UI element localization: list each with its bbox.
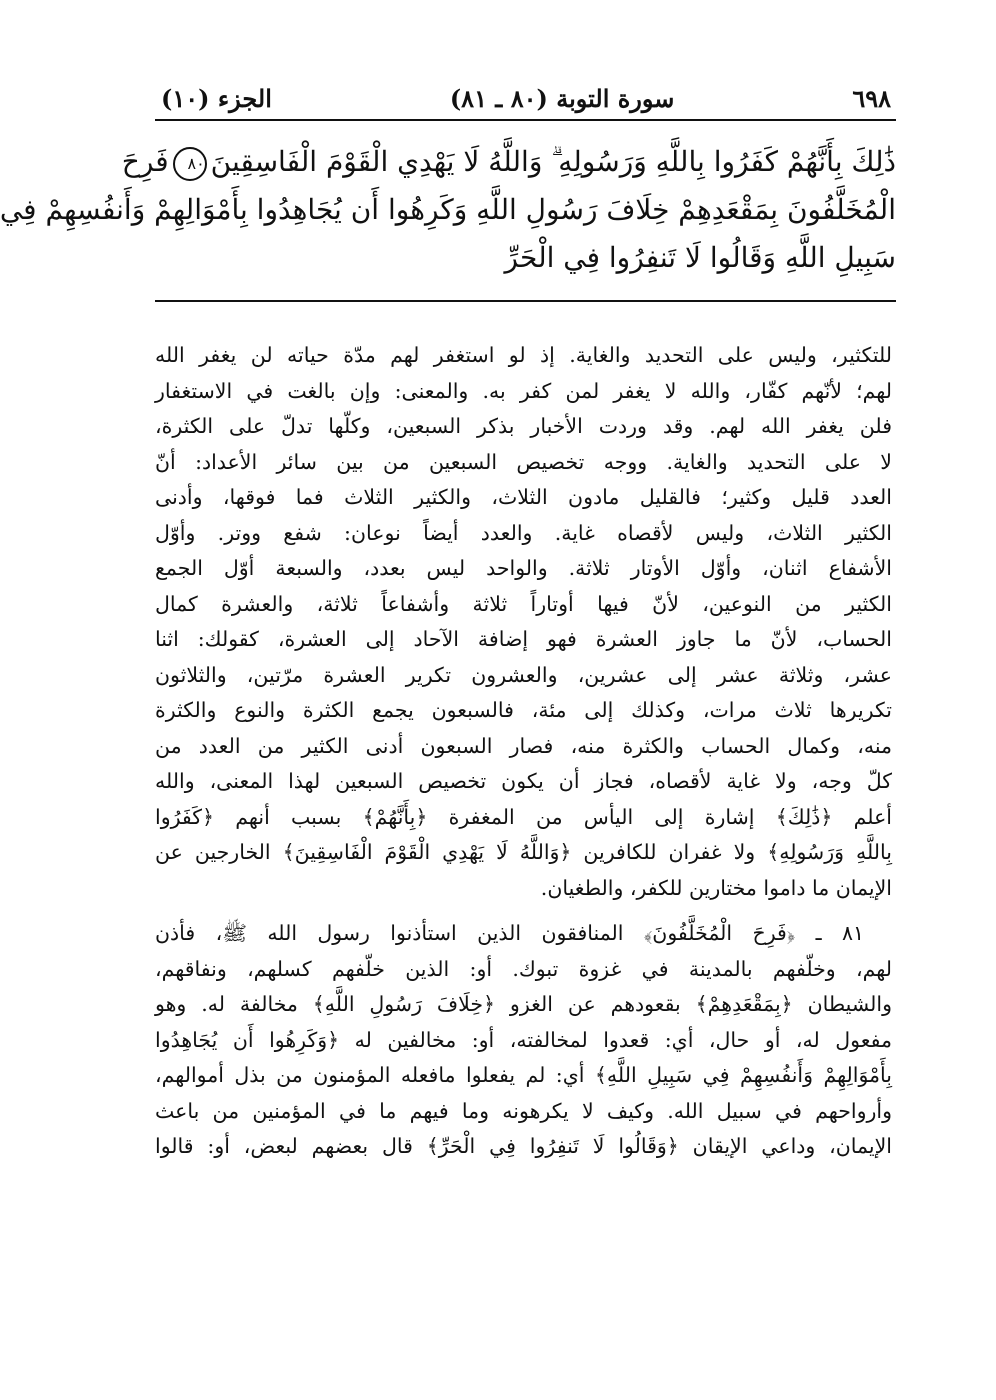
text-line: بِاللَّهِ وَرَسُولِهِ﴾ ولا غفران للكافرين ﴿وَاللَّهُ لَا يَهْدِي الْقَوْمَ الْفَاسِقِينَ﴾ الخارجين عن <box>155 840 892 864</box>
text-line: تكريرها ثلاث مرات، وكذلك إلى مئة، فالسبعون يجمع الكثرة والنوع والكثرة <box>155 698 892 722</box>
verse-text-continued: فَرِحَ <box>121 145 169 178</box>
verse-line-1 <box>121 138 896 186</box>
text-line: لهم؛ لأنّهم كفّار، والله لا يغفر لمن كفر به. والمعنى: وإن بالغت في الاستغفار <box>155 378 892 403</box>
verse-line-2: الْمُخَلَّفُونَ بِمَقْعَدِهِمْ خِلَافَ رَسُولِ اللَّهِ وَكَرِهُوا أَن يُجَاهِدُوا بِأَمْوَالِهِمْ وَأَنفُسِهِمْ فِي <box>0 193 896 226</box>
text-line: عشر، وثلاثة عشر إلى عشرين، والعشرون تكرير العشرة مرّتين، والثلاثون <box>155 662 892 687</box>
quran-verse-block <box>0 138 896 282</box>
text-line: الكثير الثلاث، وليس لأقصاه غاية. والعدد أيضاً نوعان: شفع ووتر. وأوّل <box>155 520 892 545</box>
verse-text: ذَٰلِكَ بِأَنَّهُمْ كَفَرُوا بِاللَّهِ وَرَسُولِهِ ۗ وَاللَّهُ لَا يَهْدِي الْقَوْمَ الْفَاسِقِينَ <box>210 145 896 178</box>
page-header <box>161 78 891 118</box>
commentary-body <box>155 338 892 1165</box>
text-line: الحساب، لأنّ ما جاوز العشرة فهو إضافة الآحاد إلى العشرة، كقولك: اثنا <box>155 627 892 651</box>
verse-separator-rule <box>155 300 896 302</box>
text-line: مفعول له، أو حال، أي: قعدوا لمخالفته، أو: مخالفين له ﴿وَكَرِهُوا أَن يُجَاهِدُوا <box>155 1027 892 1052</box>
ayah-number-marker: ٨٠ <box>173 147 207 181</box>
header-rule <box>155 119 896 121</box>
surah-title: سورة التوبة (٨٠ ـ ٨١) <box>449 83 675 113</box>
text-line: الأشفاع اثنان، وأوّل الأوتار ثلاثة. والواحد ليس بعدد، والسبعة أوّل الجمع <box>155 556 892 580</box>
text-line: فلن يغفر الله لهم. وقد وردت الأخبار بذكر السبعين، وكلّها تدلّ على الكثرة، <box>155 414 892 438</box>
text-line: الكثير من النوعين، لأنّ فيها أوتاراً ثلاثة وأشفاعاً ثلاثة، والعشرة كمال <box>155 591 892 616</box>
commentary-paragraph-2 <box>155 916 892 1165</box>
text-line: منه، وكمال الحساب والكثرة منه، فصار السبعون أدنى الكثير من العدد من <box>155 733 892 758</box>
text-line: الإيمان ما داموا مختارين للكفر، والطغيان. <box>540 875 892 900</box>
commentary-paragraph-1 <box>155 338 892 906</box>
text-line: وأرواحهم في سبيل الله. وكيف لا يكرهونه وما فيهم ما في المؤمنين من باعث <box>155 1098 892 1123</box>
verse-line-3: سَبِيلِ اللَّهِ وَقَالُوا لَا تَنفِرُوا فِي الْحَرِّ <box>504 241 896 274</box>
text-line: أعلم ﴿ذَٰلِكَ﴾ إشارة إلى اليأس من المغفرة ﴿بِأَنَّهُمْ﴾ بسبب أنهم ﴿كَفَرُوا <box>155 804 892 829</box>
text-line: للتكثير، وليس على التحديد والغاية. إذ لو استغفر لهم مدّة حياته لن يغفر الله <box>155 343 892 367</box>
juz-label: الجزء (١٠) <box>161 83 272 113</box>
text-line: لا على التحديد والغاية. ووجه تخصيص السبعين من بين سائر الأعداد: أنّ <box>155 449 892 474</box>
text-line: العدد قليل وكثير؛ فالقليل مادون الثلاث، والكثير الثلاث فما فوقها، وأدنى <box>155 485 892 509</box>
page-number: ٦٩٨ <box>852 83 891 113</box>
text-line: والشيطان ﴿بِمَقْعَدِهِمْ﴾ بقعودهم عن الغزو ﴿خِلَافَ رَسُولِ اللَّهِ﴾ مخالفة له. وهو <box>155 992 892 1016</box>
text-line: ٨١ ـ ﴿فَرِحَ الْمُخَلَّفُونَ﴾ المنافقون الذين استأذنوا رسول الله ﷺ، فأذن <box>155 921 864 945</box>
text-line: كلّ وجه، ولا غاية لأقصاه، فجاز أن يكون تخصيص السبعين لهذا المعنى، والله <box>155 769 892 793</box>
text-line: الإيمان، وداعي الإيقان ﴿وَقَالُوا لَا تَنفِرُوا فِي الْحَرِّ﴾ قال بعضهم لبعض، أو: قالوا <box>155 1134 892 1158</box>
text-line: بِأَمْوَالِهِمْ وَأَنفُسِهِمْ فِي سَبِيلِ اللَّهِ﴾ أي: لم يفعلوا مافعله المؤمنون من بذل أموالهم، <box>155 1063 892 1087</box>
text-line: لهم، وخلّفهم بالمدينة في غزوة تبوك. أو: الذين خلّفهم كسلهم، ونفاقهم، <box>155 956 892 981</box>
